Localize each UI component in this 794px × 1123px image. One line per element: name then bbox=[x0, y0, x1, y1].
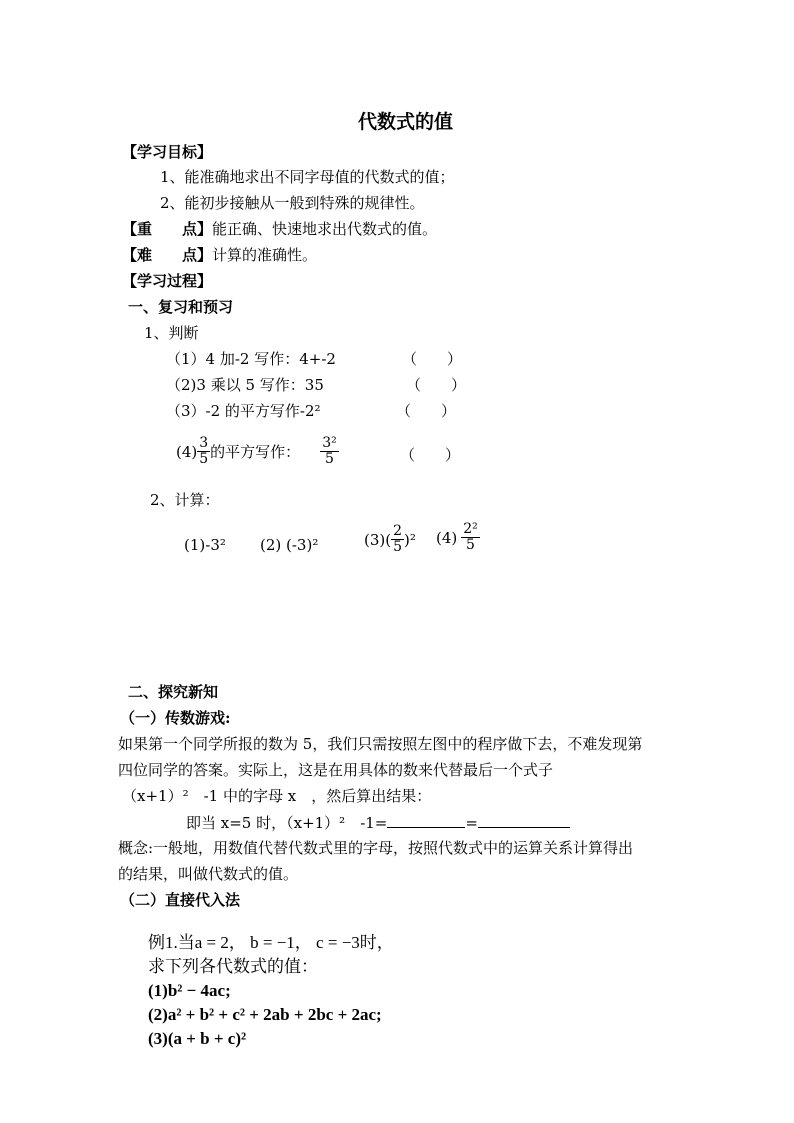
fraction-denominator: 5 bbox=[466, 537, 475, 553]
judge4-prefix: (4) bbox=[176, 442, 198, 461]
process-heading: 【学习过程】 bbox=[122, 272, 213, 290]
calc-label: 2、计算： bbox=[150, 491, 220, 509]
key-point-text: 能正确、快速地求出代数式的值。 bbox=[212, 220, 438, 238]
calc-item-4 bbox=[436, 522, 480, 553]
concept-line: 概念:一般地，用数值代替代数式里的字母，按照代数式中的运算关系计算得出 bbox=[118, 839, 634, 857]
fraction bbox=[391, 524, 404, 555]
calc-item-3 bbox=[364, 524, 416, 555]
paragraph-line: 如果第一个同学所报的数为 5，我们只需按照左图中的程序做下去，不难发现第 bbox=[118, 735, 643, 753]
fraction bbox=[320, 436, 339, 467]
section1-heading: 一、复习和预习 bbox=[128, 298, 234, 316]
judge-label: 1、判断 bbox=[144, 324, 199, 342]
difficulty-label: 【难 点】 bbox=[122, 246, 213, 264]
calc-item: (1)-3² bbox=[184, 536, 226, 554]
calc4-prefix: (4) bbox=[436, 528, 458, 547]
section2-heading: 二、探究新知 bbox=[128, 683, 219, 701]
objective-item: 1、能准确地求出不同字母值的代数式的值； bbox=[160, 168, 455, 186]
judge-item: （3）-2 的平方写作-2² bbox=[166, 402, 321, 420]
example-line: (1)b² − 4ac; bbox=[148, 981, 231, 1000]
judge4-mid: 的平方写作： bbox=[210, 442, 301, 461]
paragraph-line: 四位同学的答案。实际上，这是在用具体的数来代替最后一个式子 bbox=[118, 761, 554, 779]
judge-item-4 bbox=[176, 436, 339, 467]
judge-paren: （ ） bbox=[402, 350, 463, 368]
paragraph-line: （x+1）² -1 中的字母 x ，然后算出结果： bbox=[122, 787, 432, 805]
objective-item: 2、能初步接触从一般到特殊的规律性。 bbox=[160, 194, 425, 212]
fraction-numerator: 3 bbox=[199, 435, 209, 451]
key-point-label: 【重 点】 bbox=[122, 220, 213, 238]
fraction-denominator: 5 bbox=[324, 451, 334, 467]
judge-item: （2)3 乘以 5 写作：35 bbox=[166, 376, 324, 394]
answer-blank[interactable] bbox=[387, 813, 465, 828]
calc3-prefix: (3)( bbox=[364, 530, 392, 549]
difficulty-text: 计算的准确性。 bbox=[212, 246, 318, 264]
fill-prefix: 即当 x=5 时，（x+1）² -1= bbox=[186, 814, 388, 832]
example-line: 求下列各代数式的值： bbox=[148, 957, 318, 976]
fraction-numerator: 2² bbox=[463, 521, 478, 537]
difficulty bbox=[122, 246, 317, 264]
fraction-numerator: 3² bbox=[322, 435, 337, 451]
fraction bbox=[197, 436, 210, 467]
calc3-suffix: )² bbox=[404, 530, 416, 549]
concept-line: 的结果，叫做代数式的值。 bbox=[118, 865, 299, 883]
judge-item: （1）4 加-2 写作：4+-2 bbox=[166, 350, 336, 368]
sub-heading: （一）传数游戏: bbox=[120, 709, 231, 727]
judge-paren: （ ） bbox=[406, 376, 467, 394]
sub-heading: （二）直接代入法 bbox=[120, 891, 241, 909]
fill-equals: = bbox=[465, 814, 478, 832]
fraction-denominator: 5 bbox=[393, 539, 403, 555]
judge-paren: （ ） bbox=[396, 402, 457, 420]
example-line: 例1.当a = 2， b = −1， c = −3时， bbox=[148, 933, 394, 952]
key-point bbox=[122, 220, 437, 238]
calc-item: (2) (-3)² bbox=[260, 536, 319, 554]
example-line: (2)a² + b² + c² + 2ab + 2bc + 2ac; bbox=[148, 1005, 382, 1024]
fraction-denominator: 5 bbox=[199, 451, 209, 467]
answer-blank[interactable] bbox=[478, 813, 570, 828]
judge-paren: （ ） bbox=[400, 446, 461, 464]
objectives-heading: 【学习目标】 bbox=[122, 143, 213, 161]
page-title: 代数式的值 bbox=[358, 111, 454, 133]
fraction-numerator: 2 bbox=[393, 523, 403, 539]
paragraph-line-fill bbox=[186, 813, 570, 832]
example-line: (3)(a + b + c)² bbox=[148, 1029, 247, 1048]
fraction bbox=[461, 522, 480, 553]
